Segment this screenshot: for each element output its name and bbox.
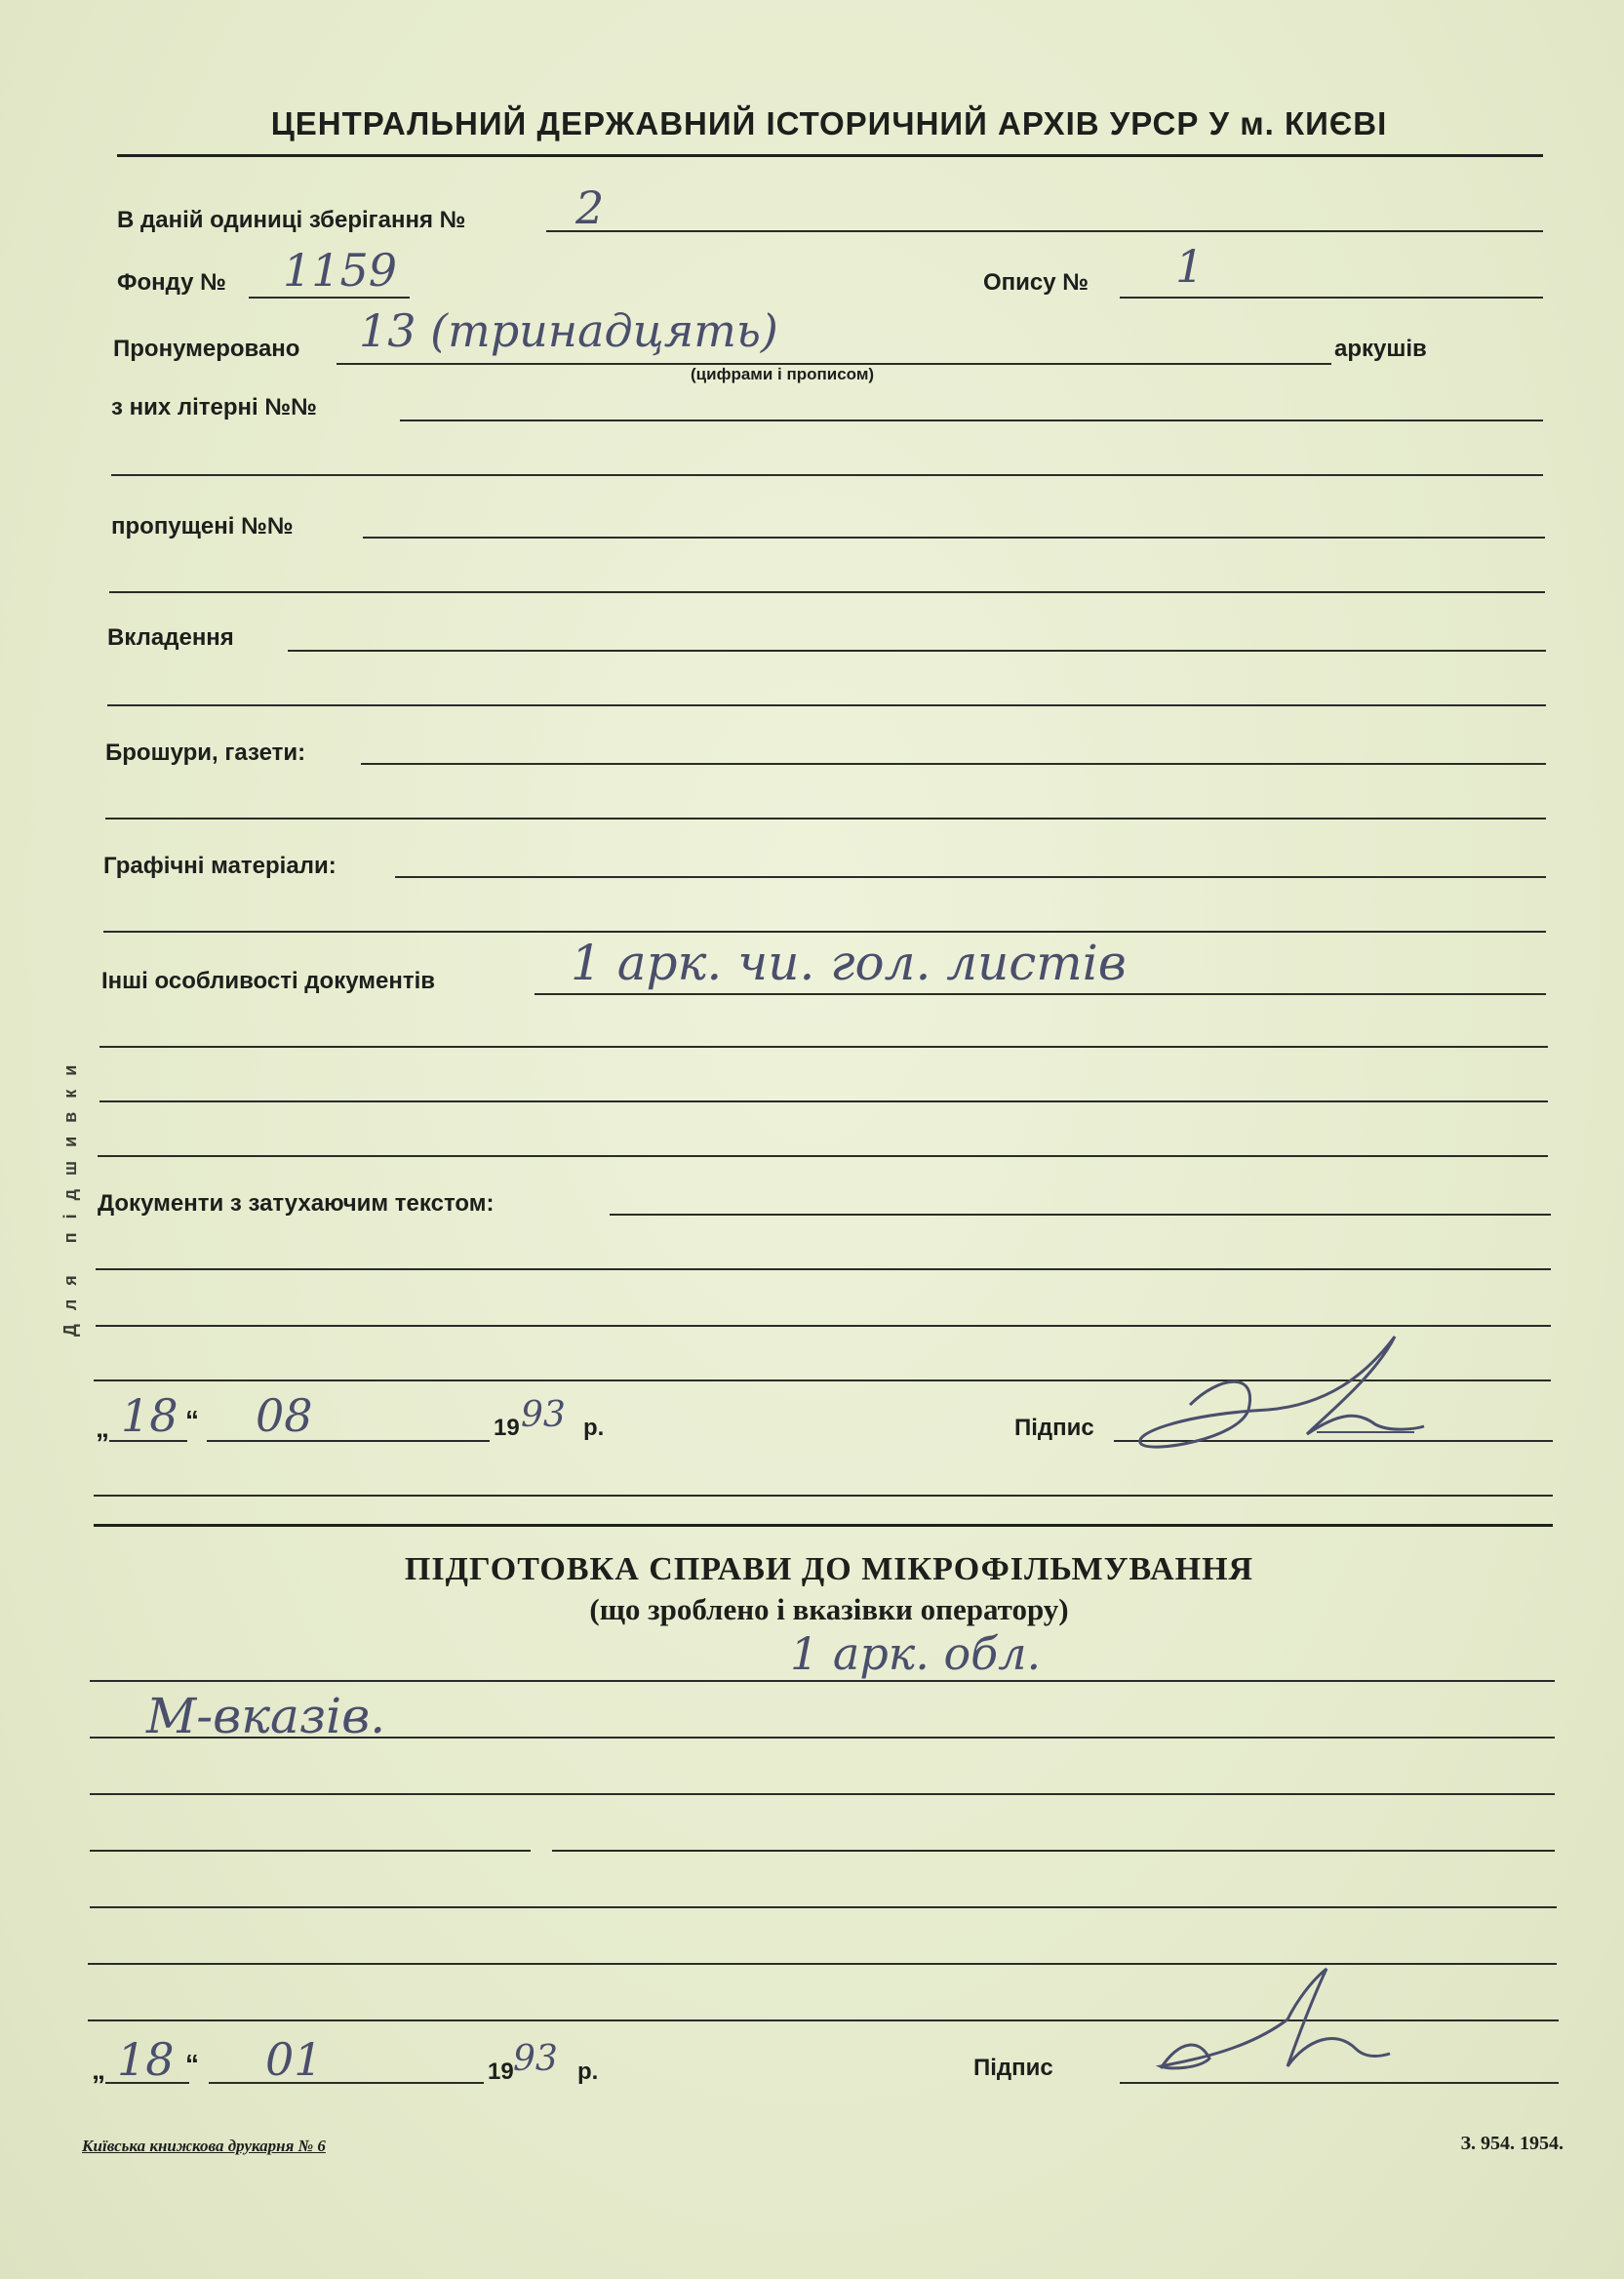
microfilm-line-4a bbox=[90, 1850, 531, 1852]
date1-month-line bbox=[207, 1440, 490, 1442]
date1-year-prefix: 19 bbox=[494, 1415, 520, 1441]
date1-day-line bbox=[109, 1440, 187, 1442]
date1-open-quote: „ bbox=[96, 1413, 109, 1443]
graphic-line-2 bbox=[103, 931, 1546, 933]
date1-close-quote: “ bbox=[185, 1405, 199, 1435]
date2-open-quote: „ bbox=[92, 2055, 105, 2085]
sheets-label: аркушів bbox=[1334, 336, 1427, 362]
brochures-line bbox=[361, 763, 1546, 765]
microfilm-line-2 bbox=[90, 1737, 1555, 1739]
inserts-label: Вкладення bbox=[107, 624, 234, 651]
other-value: 1 арк. чи. гол. листів bbox=[571, 935, 1127, 991]
date1-day: 18 bbox=[121, 1389, 178, 1442]
section-divider-2 bbox=[94, 1524, 1553, 1527]
numbered-value: 13 (тринадцять) bbox=[359, 304, 778, 357]
date1-r: р. bbox=[583, 1415, 605, 1441]
date1-month: 08 bbox=[256, 1389, 313, 1442]
signature-1 bbox=[1131, 1317, 1444, 1463]
section-divider-1 bbox=[94, 1495, 1553, 1497]
literal-line-2 bbox=[111, 474, 1543, 476]
literal-label: з них літерні №№ bbox=[111, 394, 317, 420]
inserts-line bbox=[288, 650, 1546, 652]
inserts-line-2 bbox=[107, 704, 1546, 706]
unit-line bbox=[546, 230, 1543, 232]
microfilm-line-1 bbox=[90, 1680, 1555, 1682]
date2-day: 18 bbox=[117, 2033, 175, 2086]
binding-margin-note: Для підшивки bbox=[60, 1051, 80, 1337]
missed-line bbox=[363, 537, 1545, 539]
sign2-label: Підпис bbox=[973, 2055, 1053, 2081]
graphic-line bbox=[395, 876, 1546, 878]
date2-month: 01 bbox=[265, 2033, 323, 2086]
sign2-line bbox=[1120, 2082, 1559, 2084]
brochures-label: Брошури, газети: bbox=[105, 740, 306, 766]
date2-r: р. bbox=[577, 2059, 599, 2085]
microfilm-line-3 bbox=[90, 1793, 1555, 1795]
missed-label: пропущені №№ bbox=[111, 513, 294, 540]
date2-month-line bbox=[209, 2082, 484, 2084]
microfilm-subtitle: (що зроблено і вказівки оператору) bbox=[589, 1592, 1069, 1626]
literal-line bbox=[400, 420, 1543, 421]
title-underline bbox=[117, 154, 1543, 157]
order-code: З. 954. 1954. bbox=[1460, 2133, 1564, 2154]
numbered-hint: (цифрами і прописом) bbox=[691, 365, 875, 383]
sign1-label: Підпис bbox=[1014, 1415, 1094, 1441]
unit-value: 2 bbox=[575, 181, 605, 234]
graphic-label: Графічні матеріали: bbox=[103, 853, 337, 879]
date2-year-prefix: 19 bbox=[488, 2059, 514, 2085]
microfilm-note-2: М-вказів. bbox=[146, 1688, 386, 1744]
other-label: Інші особливості документів bbox=[101, 968, 436, 994]
fading-line-2 bbox=[96, 1268, 1551, 1270]
fading-label: Документи з затухаючим текстом: bbox=[98, 1190, 495, 1217]
date2-close-quote: “ bbox=[185, 2049, 199, 2079]
printer-imprint: Київська книжкова друкарня № 6 bbox=[82, 2137, 326, 2155]
date2-year-suffix: 93 bbox=[513, 2039, 558, 2079]
microfilm-line-5 bbox=[90, 1906, 1557, 1908]
microfilm-line-4b bbox=[552, 1850, 1555, 1852]
date1-year-suffix: 93 bbox=[521, 1395, 566, 1435]
brochures-line-2 bbox=[105, 818, 1546, 820]
numbered-label: Пронумеровано bbox=[113, 336, 300, 362]
fading-line bbox=[610, 1214, 1551, 1216]
other-line-2 bbox=[99, 1046, 1548, 1048]
signature-2 bbox=[1141, 1961, 1395, 2078]
microfilm-note-1: 1 арк. обл. bbox=[790, 1627, 1042, 1680]
fond-line bbox=[249, 297, 410, 299]
missed-line-2 bbox=[109, 591, 1545, 593]
opys-line bbox=[1120, 297, 1543, 299]
other-line-3 bbox=[99, 1100, 1548, 1102]
opys-label: Опису № bbox=[983, 269, 1089, 296]
opys-value: 1 bbox=[1175, 240, 1205, 293]
unit-label: В даній одиниці зберігання № bbox=[117, 207, 466, 233]
fond-label: Фонду № bbox=[117, 269, 226, 296]
fond-value: 1159 bbox=[283, 244, 398, 297]
microfilm-title: ПІДГОТОВКА СПРАВИ ДО МІКРОФІЛЬМУВАННЯ bbox=[404, 1551, 1254, 1587]
other-line bbox=[535, 993, 1546, 995]
date2-day-line bbox=[105, 2082, 189, 2084]
other-line-4 bbox=[98, 1155, 1548, 1157]
archive-title: ЦЕНТРАЛЬНИЙ ДЕРЖАВНИЙ ІСТОРИЧНИЙ АРХІВ УРСР У м. КИЄВІ bbox=[270, 105, 1388, 141]
